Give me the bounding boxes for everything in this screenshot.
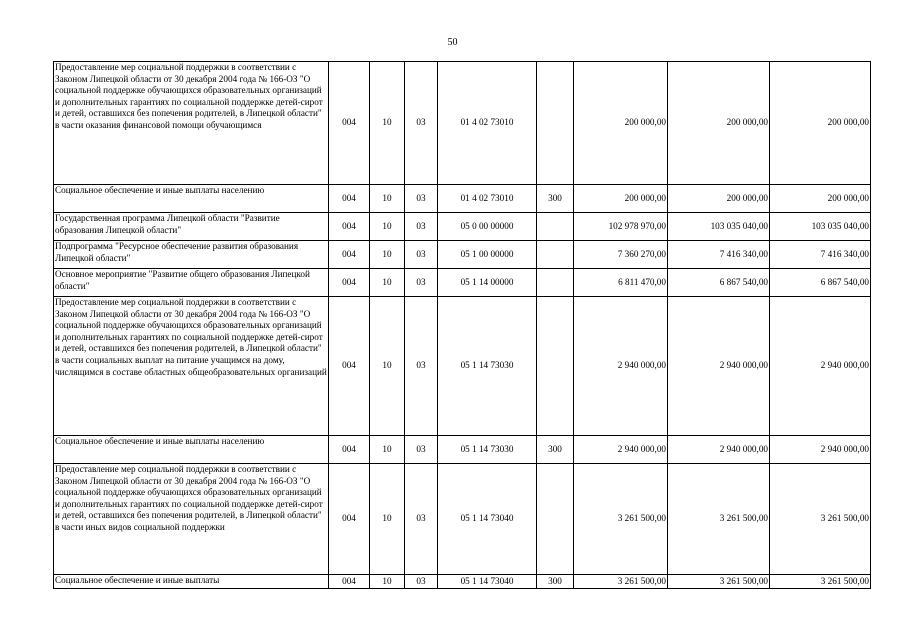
cell-subsection: 03: [405, 464, 438, 575]
cell-name: Основное мероприятие "Развитие общего образования Липецкой области": [54, 269, 329, 297]
table-row: [54, 464, 871, 575]
cell-target-article: 05 1 00 00000: [438, 241, 537, 269]
cell-subsection: 03: [405, 269, 438, 297]
cell-amount-year-1: 6 811 470,00: [574, 269, 668, 297]
cell-subsection: 03: [405, 575, 438, 589]
cell-amount-year-3: 200 000,00: [770, 62, 871, 185]
cell-amount-year-1: 200 000,00: [574, 62, 668, 185]
table-row: [54, 575, 871, 589]
cell-expense-type: 300: [537, 436, 574, 464]
cell-name: Социальное обеспечение и иные выплаты населению: [54, 436, 329, 464]
page-number: 50: [447, 37, 458, 48]
budget-table-body: [54, 62, 871, 589]
cell-expense-type: [537, 269, 574, 297]
cell-amount-year-2: 3 261 500,00: [668, 464, 770, 575]
cell-target-article: 01 4 02 73010: [438, 62, 537, 185]
cell-expense-type: [537, 241, 574, 269]
cell-section: 10: [370, 185, 405, 213]
cell-section: 10: [370, 269, 405, 297]
cell-target-article: 01 4 02 73010: [438, 185, 537, 213]
cell-ministry-code: 004: [329, 297, 370, 436]
cell-expense-type: 300: [537, 575, 574, 589]
cell-section: 10: [370, 464, 405, 575]
cell-amount-year-3: 3 261 500,00: [770, 464, 871, 575]
cell-subsection: 03: [405, 436, 438, 464]
cell-expense-type: [537, 297, 574, 436]
cell-subsection: 03: [405, 241, 438, 269]
cell-expense-type: 300: [537, 185, 574, 213]
cell-ministry-code: 004: [329, 575, 370, 589]
cell-name: Предоставление мер социальной поддержки в соответствии с Законом Липецкой области от 30 декабря 2004 года № 166-ОЗ "О социальной поддержке обучающихся образовательных организаций и дополнительных гарантиях по социальной поддержке детей-сирот и детей, оставшихся без попечения родителей, в Липецкой области" в части иных видов социальной поддержки: [54, 464, 329, 575]
table-row: [54, 241, 871, 269]
cell-amount-year-3: 7 416 340,00: [770, 241, 871, 269]
cell-subsection: 03: [405, 185, 438, 213]
cell-ministry-code: 004: [329, 269, 370, 297]
cell-amount-year-1: 3 261 500,00: [574, 575, 668, 589]
cell-amount-year-3: 6 867 540,00: [770, 269, 871, 297]
cell-amount-year-3: 2 940 000,00: [770, 436, 871, 464]
cell-subsection: 03: [405, 297, 438, 436]
cell-amount-year-3: 200 000,00: [770, 185, 871, 213]
cell-amount-year-2: 3 261 500,00: [668, 575, 770, 589]
cell-amount-year-1: 2 940 000,00: [574, 297, 668, 436]
cell-target-article: 05 0 00 00000: [438, 213, 537, 241]
cell-ministry-code: 004: [329, 62, 370, 185]
cell-section: 10: [370, 241, 405, 269]
table-row: [54, 269, 871, 297]
cell-amount-year-1: 102 978 970,00: [574, 213, 668, 241]
cell-ministry-code: 004: [329, 213, 370, 241]
cell-name: Предоставление мер социальной поддержки в соответствии с Законом Липецкой области от 30 декабря 2004 года № 166-ОЗ "О социальной поддержке обучающихся образовательных организаций и дополнительных гарантиях по социальной поддержке детей-сирот и детей, оставшихся без попечения родителей, в Липецкой области" в части оказания финансовой помощи обучающимся: [54, 62, 329, 185]
cell-expense-type: [537, 464, 574, 575]
cell-section: 10: [370, 436, 405, 464]
cell-section: 10: [370, 575, 405, 589]
cell-amount-year-2: 103 035 040,00: [668, 213, 770, 241]
cell-amount-year-2: 7 416 340,00: [668, 241, 770, 269]
table-row: [54, 185, 871, 213]
table-row: [54, 62, 871, 185]
cell-target-article: 05 1 14 73030: [438, 436, 537, 464]
cell-amount-year-1: 2 940 000,00: [574, 436, 668, 464]
cell-ministry-code: 004: [329, 464, 370, 575]
table-row: [54, 297, 871, 436]
cell-amount-year-1: 3 261 500,00: [574, 464, 668, 575]
cell-name: Подпрограмма "Ресурсное обеспечение развития образования Липецкой области": [54, 241, 329, 269]
cell-amount-year-1: 200 000,00: [574, 185, 668, 213]
cell-target-article: 05 1 14 73040: [438, 464, 537, 575]
budget-table: [53, 61, 871, 589]
cell-amount-year-3: 2 940 000,00: [770, 297, 871, 436]
cell-name: Предоставление мер социальной поддержки в соответствии с Законом Липецкой области от 30 декабря 2004 года № 166-ОЗ "О социальной поддержке обучающихся образовательных организаций и дополнительных гарантиях по социальной поддержке детей-сирот и детей, оставшихся без попечения родителей, в Липецкой области" в части социальных выплат на питание учащимся на дому, числящимся в составе областных общеобразовательных организаций: [54, 297, 329, 436]
cell-name: Социальное обеспечение и иные выплаты: [54, 575, 329, 589]
cell-amount-year-2: 6 867 540,00: [668, 269, 770, 297]
cell-section: 10: [370, 213, 405, 241]
cell-subsection: 03: [405, 213, 438, 241]
cell-target-article: 05 1 14 73040: [438, 575, 537, 589]
cell-amount-year-3: 103 035 040,00: [770, 213, 871, 241]
cell-amount-year-3: 3 261 500,00: [770, 575, 871, 589]
cell-ministry-code: 004: [329, 436, 370, 464]
cell-subsection: 03: [405, 62, 438, 185]
cell-section: 10: [370, 297, 405, 436]
cell-expense-type: [537, 213, 574, 241]
cell-target-article: 05 1 14 73030: [438, 297, 537, 436]
cell-amount-year-1: 7 360 270,00: [574, 241, 668, 269]
cell-expense-type: [537, 62, 574, 185]
cell-ministry-code: 004: [329, 241, 370, 269]
cell-amount-year-2: 200 000,00: [668, 185, 770, 213]
cell-amount-year-2: 200 000,00: [668, 62, 770, 185]
cell-amount-year-2: 2 940 000,00: [668, 297, 770, 436]
cell-target-article: 05 1 14 00000: [438, 269, 537, 297]
cell-name: Государственная программа Липецкой области "Развитие образования Липецкой области": [54, 213, 329, 241]
cell-amount-year-2: 2 940 000,00: [668, 436, 770, 464]
cell-name: Социальное обеспечение и иные выплаты населению: [54, 185, 329, 213]
cell-section: 10: [370, 62, 405, 185]
table-row: [54, 213, 871, 241]
table-row: [54, 436, 871, 464]
cell-ministry-code: 004: [329, 185, 370, 213]
